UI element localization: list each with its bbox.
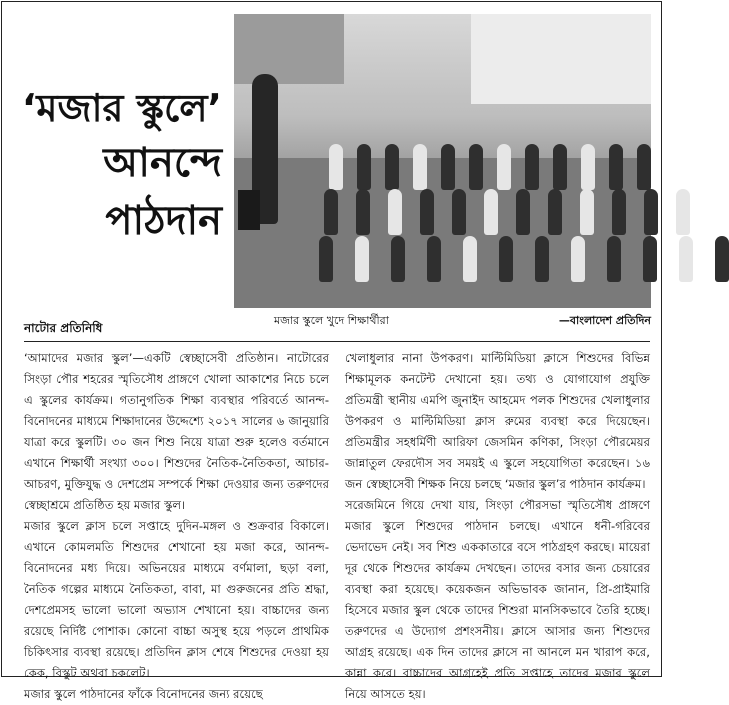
photo-child-figure — [499, 236, 513, 282]
photo-child-figure — [679, 236, 693, 282]
photo-child-figure — [676, 189, 690, 235]
body-paragraph: সরেজমিনে গিয়ে দেখা যায়, সিংড়া পৌরসভা স্মৃতিসৌধ প্রাঙ্গণে মজার স্কুলে শিশুদের পাঠদান চলছে। এখানে ধনী-গরিবের ভেদাভেদ নেই। সব শিশু এককাতারে বসে পাঠগ্রহণ করছে। মায়েরা দূর থেকে শিশুদের কার্যক্রম দেখছেন। তাদের বসার জন্য চেয়ারের ব্যবস্থা করা হয়েছে। কয়েকজন অভিভাবক জানান, প্রি-প্রাইমারি হিসেবে মজার স্কুল থেকে তাদের শিশুরা মানসিকভাবে তৈরি হচ্ছে। তরুণদের এ উদ্যোগ প্রশংসনীয়। ক্লাসে আসার জন্য শিশুদের আগ্রহ রয়েছে। এক দিন তাদের ক্লাসে না আনলে মন খারাপ করে, কান্না করে। বাচ্চাদের আগ্রহেই প্রতি সপ্তাহে তাদের মজার স্কুলে নিয়ে আসতে হয়। — [345, 498, 650, 701]
photo-child-figure — [609, 144, 623, 190]
headline-line-3: পাঠদান — [105, 198, 222, 244]
photo-caption: মজার স্কুলে খুদে শিক্ষার্থীরা — [274, 314, 389, 327]
photo-child-figure — [355, 236, 369, 282]
photo-child-figure — [319, 236, 333, 282]
photo-child-figure — [356, 189, 370, 235]
headline — [12, 82, 222, 250]
body-paragraph: ‘আমাদের মজার স্কুল’—একটি স্বেচ্ছাসেবী প্রতিষ্ঠান। নাটোরের সিংড়া পৌর শহরের স্মৃতিসৌধ প্রাঙ্গণে খোলা আকাশের নিচে চলে এ স্কুলের কার্যক্রম। গতানুগতিক শিক্ষা ব্যবস্থার পরিবর্তে আনন্দ-বিনোদনের মাধ্যমে শিক্ষাদানের উদ্দেশ্যে ২০১৭ সালের ৬ জানুয়ারি যাত্রা করে স্কুলটি। ৩০ জন শিশু নিয়ে যাত্রা শুরু হলেও বর্তমানে এখানে শিক্ষার্থী সংখ্যা ৩০০। শিশুদের নৈতিক-নৈতিকতা, আচার-আচরণ, মুক্তিযুদ্ধ ও দেশপ্রেম সম্পর্কে শিক্ষা দেওয়ার জন্য তরুণদের স্বেচ্ছাশ্রমে প্রতিষ্ঠিত হয় মজার স্কুল। — [24, 351, 329, 512]
photo-child-figure — [715, 236, 729, 282]
divider — [24, 341, 650, 342]
byline: নাটোর প্রতিনিধি — [24, 321, 103, 335]
photo-child-figure — [324, 189, 338, 235]
photo-child-figure — [427, 236, 441, 282]
photo-child-figure — [612, 189, 626, 235]
photo-child-figure — [644, 189, 658, 235]
news-photo — [234, 14, 651, 308]
photo-child-figure — [469, 144, 483, 190]
photo-child-figure — [420, 189, 434, 235]
photo-shed-shape — [234, 14, 344, 84]
photo-child-figure — [607, 236, 621, 282]
photo-child-figure — [391, 236, 405, 282]
photo-child-figure — [516, 189, 530, 235]
photo-child-figure — [643, 236, 657, 282]
photo-child-figure — [580, 189, 594, 235]
headline-line-1: ‘মজার স্কুলে’ — [21, 86, 222, 130]
photo-credit: —বাংলাদেশ প্রতিদিন — [558, 314, 651, 327]
photo-child-figure — [497, 144, 511, 190]
photo-building-shape — [471, 14, 651, 104]
photo-child-figure — [484, 189, 498, 235]
photo-child-figure — [452, 189, 466, 235]
photo-child-figure — [329, 144, 343, 190]
body-paragraph: খেলাধুলার নানা উপকরণ। মাল্টিমিডিয়া ক্লাসে শিশুদের বিভিন্ন শিক্ষামূলক কনটেন্ট দেখানো হয়। তথ্য ও যোগাযোগ প্রযুক্তি প্রতিমন্ত্রী স্থানীয় এমপি জুনাইদ আহমেদ পলক শিশুদের খেলাধুলার উপকরণ ও মাল্টিমিডিয়া ক্লাস রুমের ব্যবস্থা করে দিয়েছেন। প্রতিমন্ত্রীর সহধর্মিণী আরিফা জেসমিন কণিকা, সিংড়া পৌরমেয়র জান্নাতুল ফেরদৌস সব সময়ই এ স্কুলে সহযোগিতা করেছেন। ১৬ জন স্বেচ্ছাসেবী শিক্ষক নিয়ে চলছে ‘মজার স্কুল’র পাঠদান কার্যক্রম। — [345, 351, 650, 491]
body-column-right — [345, 348, 650, 701]
photo-child-figure — [463, 236, 477, 282]
photo-caption-bar — [234, 312, 651, 330]
photo-child-figure — [553, 144, 567, 190]
photo-child-figure — [637, 144, 651, 190]
photo-child-figure — [571, 236, 585, 282]
body-paragraph: মজার স্কুলে পাঠদানের ফাঁকে বিনোদনের জন্য রয়েছে — [24, 687, 263, 701]
photo-child-figure — [525, 144, 539, 190]
photo-child-figure — [535, 236, 549, 282]
news-clipping — [1, 1, 662, 701]
body-column-left — [24, 348, 329, 701]
photo-child-figure — [385, 144, 399, 190]
headline-line-2: আনন্দে — [103, 140, 222, 186]
photo-speaker-shape — [238, 190, 260, 230]
photo-child-figure — [548, 189, 562, 235]
photo-child-figure — [413, 144, 427, 190]
photo-child-figure — [581, 144, 595, 190]
photo-child-figure — [357, 144, 371, 190]
photo-child-figure — [388, 189, 402, 235]
body-paragraph: মজার স্কুলে ক্লাস চলে সপ্তাহে দুদিন-মঙ্গল ও শুক্রবার বিকালে। এখানে কোমলমতি শিশুদের শেখানো হয় মজা করে, আনন্দ-বিনোদনের মধ্য দিয়ে। অভিনয়ের মাধ্যমে বর্ণমালা, ছড়া বলা, নৈতিক গল্পের মাধ্যমে নৈতিকতা, বাবা, মা গুরুজনের প্রতি শ্রদ্ধা, দেশপ্রেমসহ ভালো ভালো অভ্যাস শেখানো হয়। বাচ্চাদের জন্য রয়েছে নির্দিষ্ট পোশাক। কোনো বাচ্চা অসুস্থ হয়ে পড়লে প্রাথমিক চিকিৎসার ব্যবস্থা রয়েছে। প্রতিদিন ক্লাস শেষে শিশুদের দেওয়া হয় কেক, বিস্কুট অথবা চকলেট। — [24, 519, 329, 680]
photo-child-figure — [441, 144, 455, 190]
